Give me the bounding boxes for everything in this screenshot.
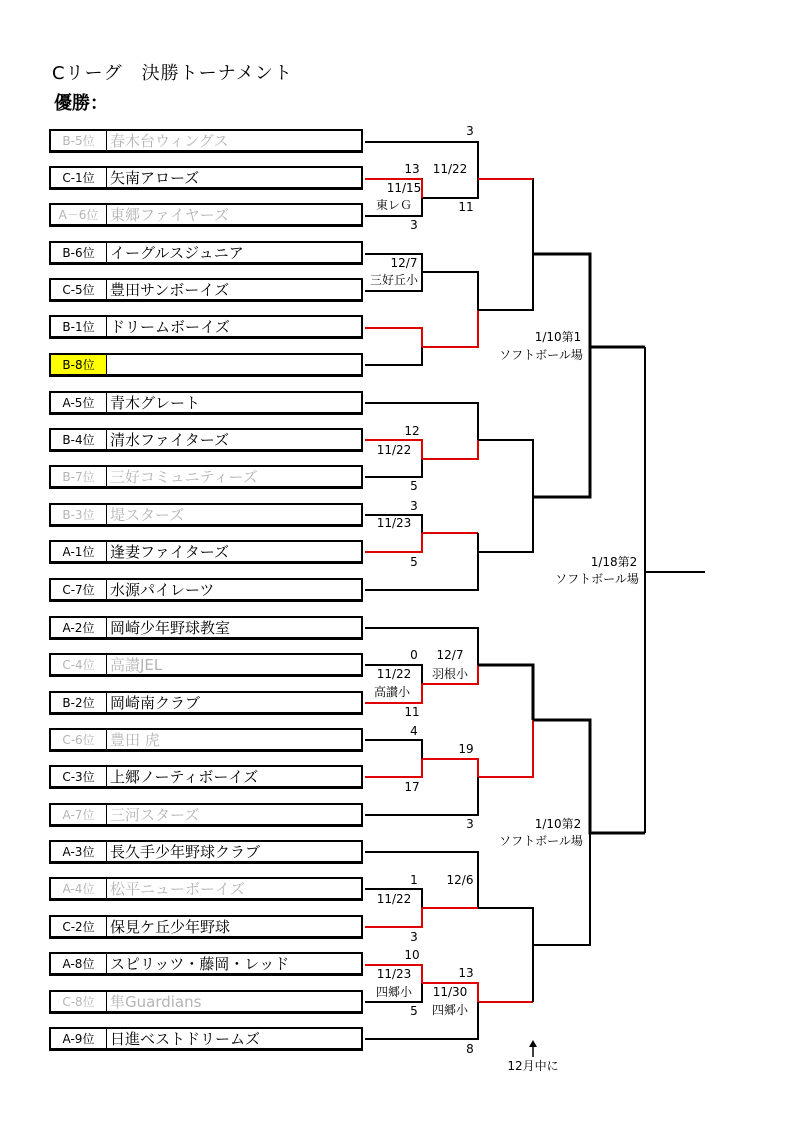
team-name: 隼Guardians [110, 993, 202, 1011]
team-rank: B-1位 [51, 317, 107, 336]
date-label: 12/7 [436, 648, 464, 662]
team-name: スピリッツ・藤岡・レッド [110, 955, 290, 973]
team-name: 上郷ノーティボーイズ [110, 768, 259, 786]
score-label: 5 [410, 555, 418, 569]
date-label: 11/22 [432, 162, 468, 176]
team-name: ドリームボーイズ [110, 318, 230, 336]
team-rank: C-5位 [51, 280, 107, 299]
page-title: Cリーグ 決勝トーナメント [52, 63, 293, 84]
team-name: 岡崎少年野球教室 [110, 619, 231, 637]
team-rank: A-9位 [51, 1029, 107, 1048]
score-label: 19 [458, 742, 474, 756]
score-label: 3 [410, 499, 418, 513]
team-rank: A-7位 [51, 805, 107, 824]
venue-label: ソフトボール場 [555, 572, 639, 586]
team-rank: A-1位 [51, 542, 107, 561]
team-name: 堤スターズ [110, 506, 185, 524]
team-rank: A-8位 [51, 954, 107, 973]
team-name: 青木グレート [110, 394, 201, 412]
score-label: 3 [466, 124, 474, 138]
team-rank: A-3位 [51, 842, 107, 861]
venue-label: 四郷小 [431, 1003, 469, 1017]
score-label: 5 [410, 479, 418, 493]
score-label: 13 [458, 966, 474, 980]
date-label: 11/30 [432, 985, 468, 999]
team-rank: B-8位 [51, 355, 107, 374]
team-rank: C-2位 [51, 917, 107, 936]
team-rank: C-4位 [51, 655, 107, 674]
team-name: 日進ベストドリームズ [110, 1030, 261, 1048]
score-label: 13 [404, 162, 420, 176]
date-label: 11/15 [386, 181, 422, 195]
score-label: 3 [466, 817, 474, 831]
venue-label: ソフトボール場 [499, 834, 583, 848]
date-label: 12/6 [446, 873, 474, 887]
team-name: 東郷ファイヤーズ [110, 206, 229, 224]
score-label: 3 [410, 218, 418, 232]
score-label: 1 [410, 873, 418, 887]
champion-label: 優勝： [54, 93, 108, 114]
venue-label: 三好丘小 [369, 273, 419, 287]
team-rank: A-5位 [51, 393, 107, 412]
team-name: 三好コミュニティーズ [110, 468, 258, 486]
venue-label: 東レＧ [375, 198, 413, 212]
score-label: 10 [404, 948, 420, 962]
score-label: 11 [458, 200, 474, 214]
team-name: 矢南アローズ [110, 169, 200, 187]
team-rank: A-2位 [51, 618, 107, 637]
team-name: 逢妻ファイターズ [110, 543, 229, 561]
team-name: 水源パイレーツ [110, 581, 215, 599]
venue-label: 高讃小 [373, 685, 411, 699]
score-label: 12 [404, 424, 420, 438]
team-rank: B-3位 [51, 505, 107, 524]
team-name: 松平ニューボーイズ [110, 880, 245, 898]
team-rank: C-6位 [51, 730, 107, 749]
team-name: 長久手少年野球クラブ [110, 843, 261, 861]
team-rank: B-7位 [51, 467, 107, 486]
venue-label: 羽根小 [431, 667, 469, 681]
score-label: 5 [410, 1004, 418, 1018]
date-label: 11/22 [376, 667, 412, 681]
team-rank: C-3位 [51, 767, 107, 786]
team-name: 春木台ウィングス [110, 132, 229, 150]
team-rank: B-2位 [51, 693, 107, 712]
team-name: 清水ファイターズ [110, 431, 229, 449]
team-rank: B-6位 [51, 243, 107, 262]
team-rank: A－6位 [51, 205, 107, 224]
date-label: 11/22 [376, 892, 412, 906]
team-name: 保見ケ丘少年野球 [110, 918, 231, 936]
note-label: 12月中に [507, 1059, 559, 1073]
date-label: 1/10第1 [534, 330, 582, 344]
team-name: 三河スターズ [110, 806, 200, 824]
team-rank: A-4位 [51, 879, 107, 898]
score-label: 0 [410, 648, 418, 662]
date-label: 11/22 [376, 443, 412, 457]
team-name: イーグルスジュニア [110, 244, 244, 262]
team-rank: C-7位 [51, 580, 107, 599]
score-label: 17 [404, 780, 420, 794]
score-label: 11 [404, 705, 420, 719]
team-rank: B-5位 [51, 131, 107, 150]
team-name: 豊田サンボーイズ [110, 281, 230, 299]
date-label: 1/10第2 [534, 817, 582, 831]
score-label: 3 [410, 930, 418, 944]
team-name: 高讃JEL [110, 656, 163, 674]
team-name: 岡崎南クラブ [110, 694, 201, 712]
team-rank: C-8位 [51, 992, 107, 1011]
team-rank: B-4位 [51, 430, 107, 449]
date-label: 12/7 [390, 256, 418, 270]
date-label: 11/23 [376, 967, 412, 981]
team-rank: C-1位 [51, 168, 107, 187]
team-name: 豊田 虎 [110, 731, 160, 749]
date-label: 11/23 [376, 516, 412, 530]
date-label: 1/18第2 [590, 555, 638, 569]
score-label: 4 [410, 724, 418, 738]
score-label: 8 [466, 1042, 474, 1056]
venue-label: 四郷小 [375, 985, 413, 999]
venue-label: ソフトボール場 [499, 348, 583, 362]
